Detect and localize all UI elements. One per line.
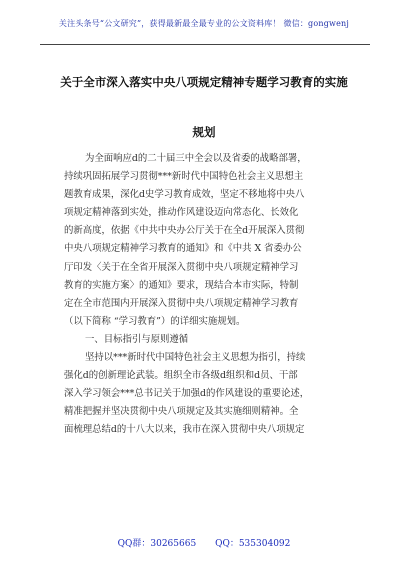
paragraph-line: 定在全市范围内开展深入贯彻中央八项规定精神学习教育	[64, 297, 299, 309]
page-header-promo: 关注头条号“公文研究”，获得最新最全最专业的公文资料库！ 微信：gongwenj	[58, 19, 350, 28]
paragraph-line: （以下简称 “学习教育”）的详细实施规划。	[64, 315, 246, 327]
document-title-line2: 规划	[192, 125, 216, 139]
paragraph-line: 坚持以***新时代中国特色社会主义思想为指引，持续	[85, 352, 306, 364]
paragraph-line: 厅印发〈关于在全省开展深入贯彻中央八项规定精神学习	[64, 261, 299, 273]
paragraph-line: 精准把握并坚决贯彻中央八项规定及其实施细则精神。全	[64, 406, 299, 418]
footer-qq-group: QQ群：30265665	[117, 539, 197, 549]
header-divider	[40, 44, 370, 45]
paragraph-line: 强化d的创新理论武装。组织全市各级d组织和d员、干部	[64, 370, 298, 382]
footer-qq: QQ：535304092	[215, 539, 291, 549]
section-heading: 一、目标指引与原则遵循	[85, 333, 189, 345]
paragraph-line: 面梳理总结d的十八大以来，我市在深入贯彻中央八项规定	[64, 424, 305, 436]
paragraph-line: 项规定精神落到实处，推动作风建设迈向常态化、长效化	[64, 207, 299, 219]
document-title-line1: 关于全市深入落实中央八项规定精神专题学习教育的实施	[60, 75, 348, 89]
paragraph-line: 深入学习领会***总书记关于加强d的作风建设的重要论述，	[64, 388, 310, 400]
paragraph-line: 题教育成果，深化d史学习教育成效，坚定不移地将中央八	[64, 189, 305, 201]
paragraph-line: 教育的实施方案〉的通知》要求，现结合本市实际，特制	[64, 279, 299, 291]
paragraph-line: 持续巩固拓展学习贯彻***新时代中国特色社会主义思想主	[64, 171, 304, 183]
page-footer-contact	[0, 536, 408, 549]
paragraph-line: 中央八项规定精神学习教育的通知》和《中共 X 省委办公	[64, 243, 302, 255]
paragraph-line: 为全面响应d的二十届三中全会以及省委的战略部署，	[85, 153, 307, 164]
paragraph-line: 的新高度，依据《中共中央办公厅关于在全d开展深入贯彻	[64, 225, 305, 237]
document-body	[64, 150, 354, 440]
